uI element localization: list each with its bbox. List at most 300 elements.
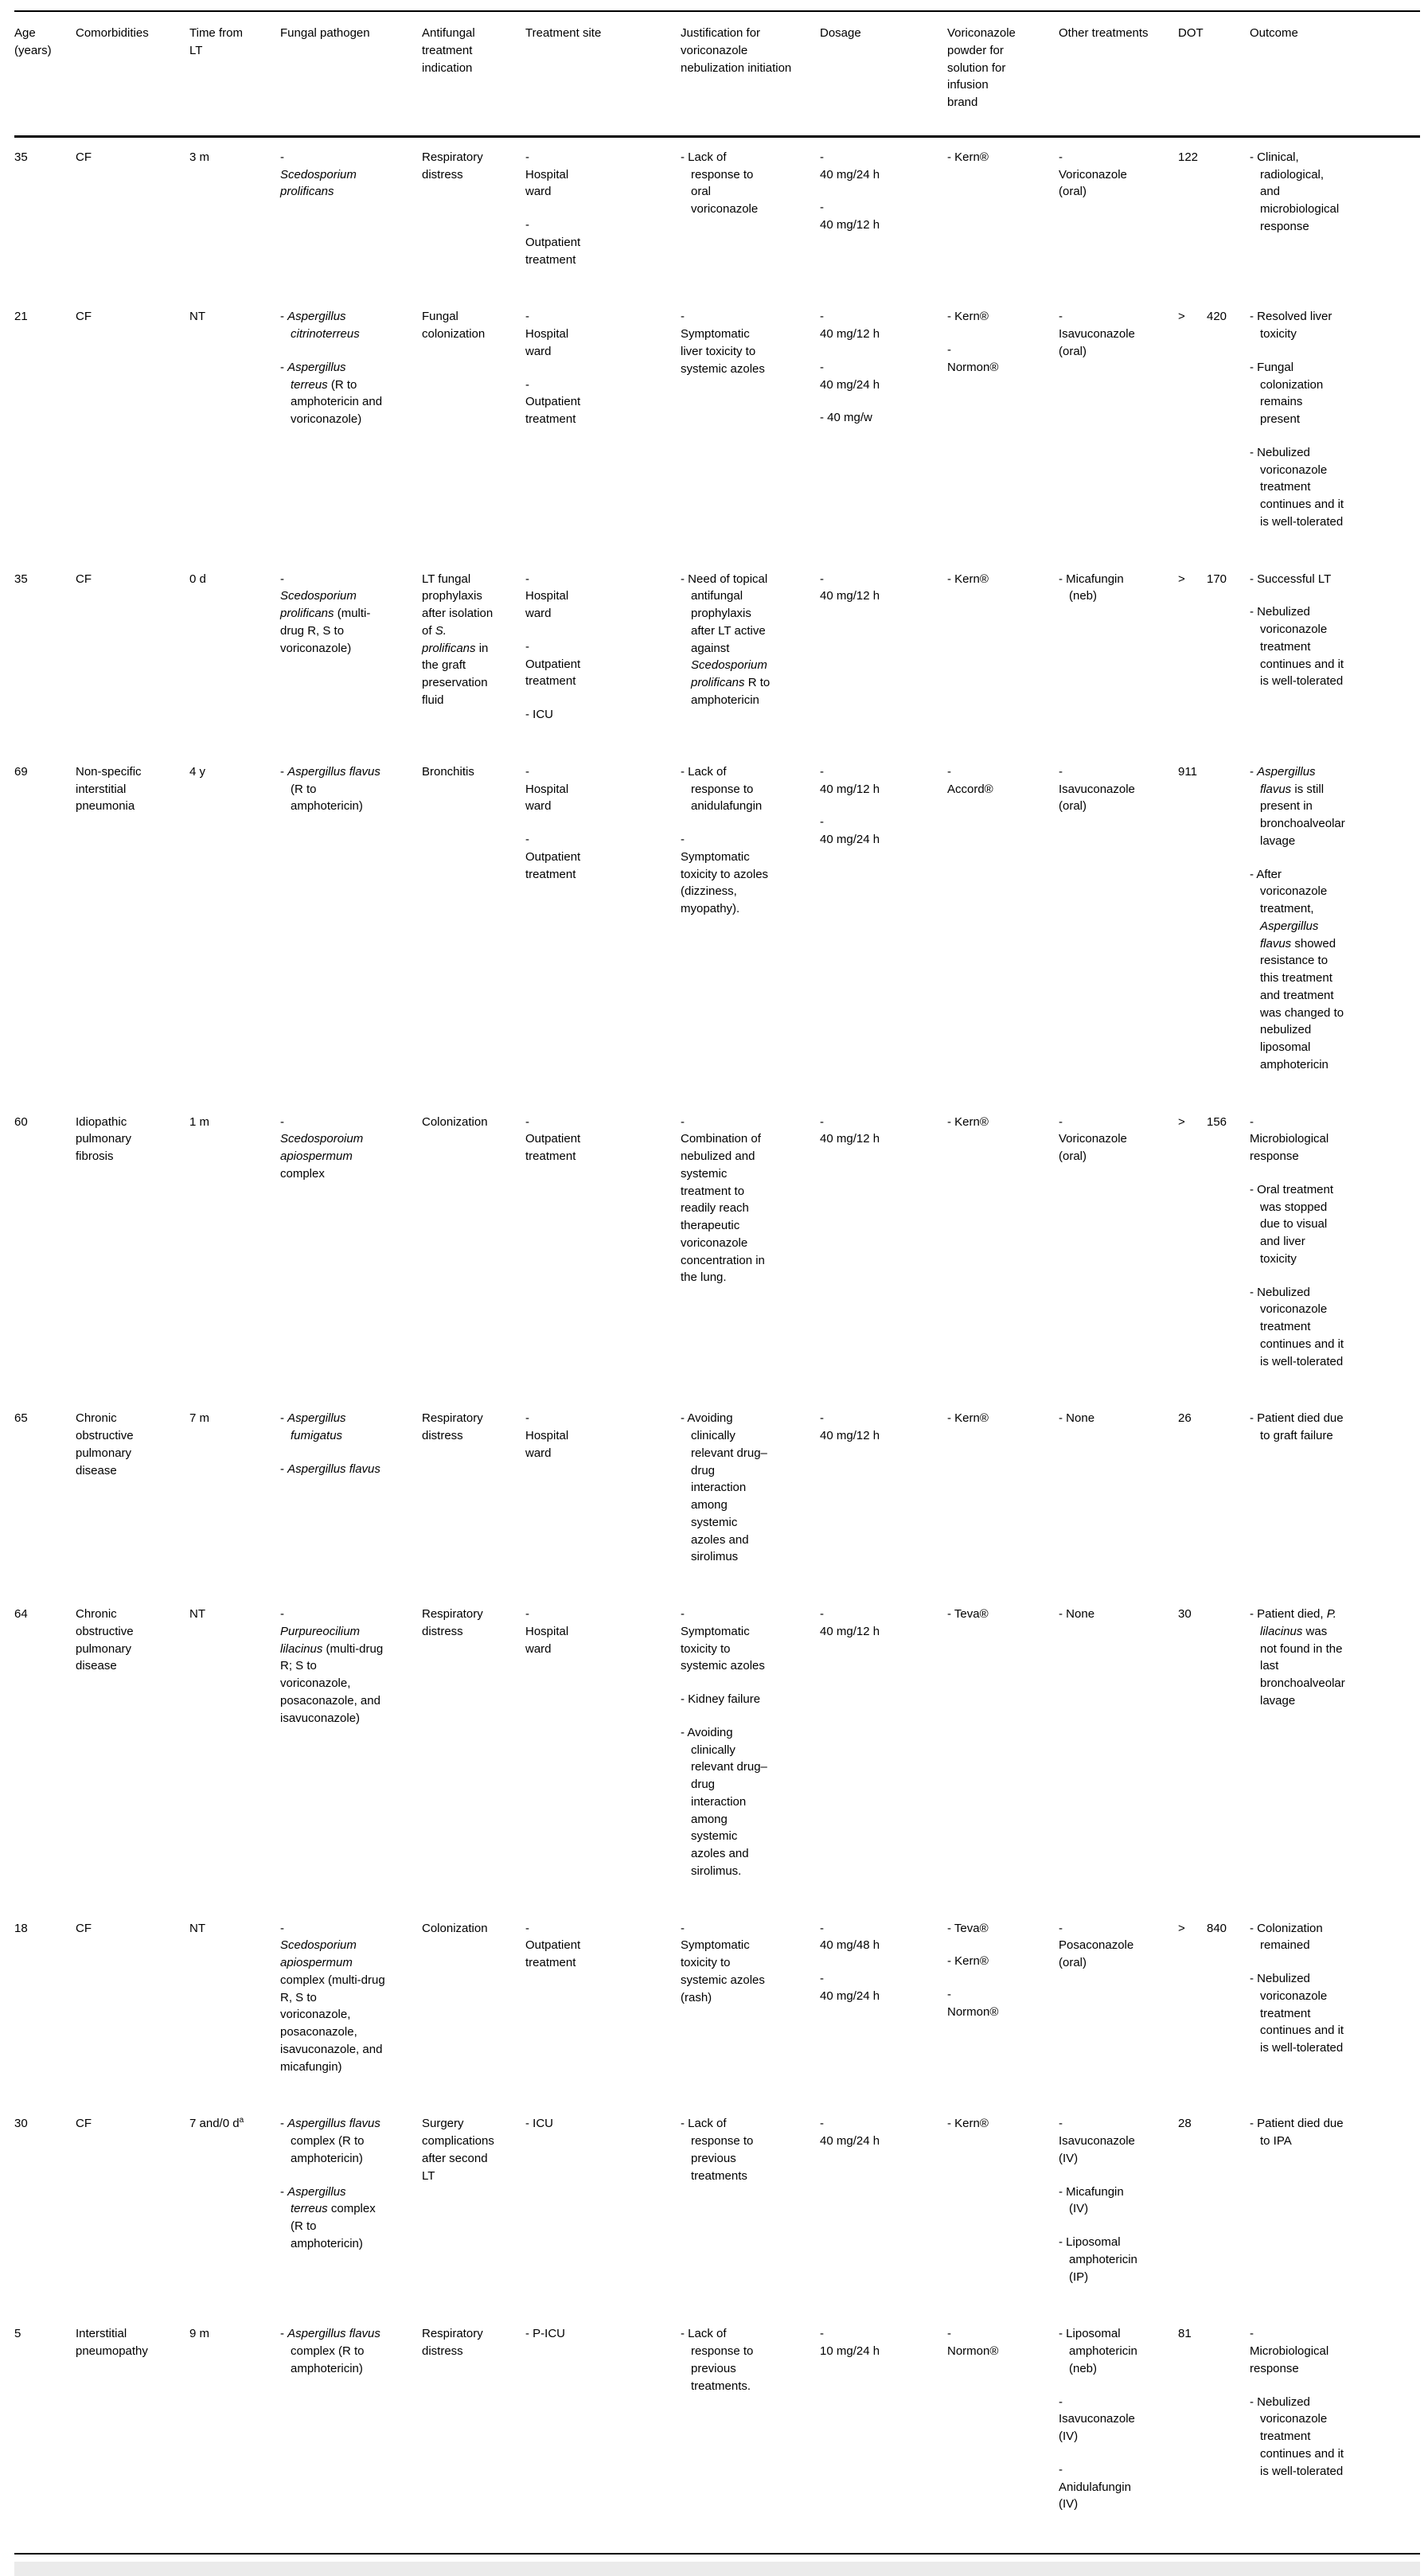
bullet-dash: - xyxy=(681,1114,685,1129)
cell-text-item: 30 xyxy=(1178,1607,1192,1621)
cell-outcome xyxy=(1250,571,1420,724)
cell-text-item: - ICU xyxy=(525,2117,554,2131)
bullet-dash: - xyxy=(1250,2327,1254,2341)
bullet-dash: - xyxy=(1059,1114,1063,1129)
bullet-text: Microbiological response xyxy=(1250,1132,1329,1163)
cell-text-item xyxy=(820,1114,892,1149)
bullet-text: Microbiological response xyxy=(1250,2344,1329,2375)
cell-fungal-pathogen xyxy=(280,308,422,530)
cell-dot xyxy=(1178,308,1250,530)
cell-outcome xyxy=(1250,1410,1420,1566)
bullet-text: 40 mg/12 h xyxy=(820,1132,880,1146)
species-name: Scedosporium prolificans xyxy=(691,658,767,689)
cell-age xyxy=(14,763,76,1074)
cell-text-item: CF xyxy=(76,1921,92,1935)
bullet-dash: - xyxy=(1059,2395,1063,2409)
cell-text-item xyxy=(947,342,1015,377)
cell-other-treatments xyxy=(1059,763,1178,1074)
cell-text-item xyxy=(820,199,892,234)
cell-outcome xyxy=(1250,2115,1420,2285)
cell-text-item: LT fungal prophylaxis after isolation of S. prolificans in the graft preservation fluid xyxy=(422,572,494,707)
cell-justification xyxy=(681,1410,820,1566)
species-name: Aspergillus flavus xyxy=(287,2117,380,2131)
cell-time-from-lt xyxy=(189,571,280,724)
cell-treatment-site xyxy=(525,149,681,269)
cell-time-from-lt xyxy=(189,2325,280,2513)
cell-indication xyxy=(422,308,525,530)
cell-text-item: - Aspergillus citrinoterreus xyxy=(280,310,360,341)
cell-text-item xyxy=(280,1920,386,2076)
cell-time-from-lt xyxy=(189,1606,280,1880)
bullet-text: Outpatient treatment xyxy=(525,1132,581,1163)
cell-comorbidities xyxy=(76,763,189,1074)
species-name: Scedosporium prolificans xyxy=(280,167,357,199)
bullet-text: Scedosporium apiospermum complex (multi-drug R, S to voriconazole, posaconazole, isavuconazole, and micafungin) xyxy=(280,1938,385,2074)
bullet-text: Accord® xyxy=(947,782,993,796)
table-bottom-rule xyxy=(14,2553,1420,2555)
bullet-dash: - xyxy=(525,150,529,164)
cell-text-item: - Avoiding clinically relevant drug–drug interaction among systemic azoles and sirolimus. xyxy=(681,1725,767,1878)
cell-text-item xyxy=(525,1606,595,1657)
cell-dot xyxy=(1178,1114,1250,1371)
cell-indication xyxy=(422,1606,525,1880)
cell-comorbidities xyxy=(76,149,189,269)
cell-justification xyxy=(681,2325,820,2513)
species-name: Aspergillus flavus xyxy=(287,1462,380,1476)
cell-outcome xyxy=(1250,763,1420,1074)
cell-text-item: 4 y xyxy=(189,764,206,779)
bullet-text: 40 mg/12 h xyxy=(820,327,880,341)
cell-text-item xyxy=(1059,308,1145,360)
bullet-dash: - xyxy=(525,572,529,586)
cell-other-treatments xyxy=(1059,1410,1178,1566)
cell-text-item: Chronic obstructive pulmonary disease xyxy=(76,1607,134,1673)
bullet-text: 40 mg/24 h xyxy=(820,377,880,392)
cell-indication xyxy=(422,1114,525,1371)
cell-text-item: - Micafungin (IV) xyxy=(1059,2184,1124,2216)
bullet-dash: - xyxy=(947,2327,951,2341)
table-row xyxy=(14,763,1420,1074)
cell-text-item: - Kern® xyxy=(947,1114,989,1129)
cell-text-item: Respiratory distress xyxy=(422,1411,483,1442)
cell-text-item: Colonization xyxy=(422,1921,488,1935)
cell-dosage xyxy=(820,2325,947,2513)
cell-text-item xyxy=(1059,763,1145,815)
cell-time-from-lt xyxy=(189,149,280,269)
bullet-text: Normon® xyxy=(947,2004,999,2019)
bullet-dash: - xyxy=(820,201,824,215)
cell-indication xyxy=(422,1410,525,1566)
cell-text-item: > 420 xyxy=(1178,308,1230,326)
greater-than-sign: > xyxy=(1178,310,1185,324)
cell-time-from-lt xyxy=(189,308,280,530)
column-header-time-from-lt: Time from LT xyxy=(189,26,243,57)
cell-treatment-site xyxy=(525,2325,681,2513)
cell-text-item xyxy=(820,149,892,184)
cell-age xyxy=(14,2115,76,2285)
cell-text-item xyxy=(820,359,892,394)
cell-text-item: - Colonization remained xyxy=(1250,1921,1323,1953)
bullet-dash: - xyxy=(280,1607,284,1621)
cell-text-item xyxy=(1059,149,1145,201)
cell-text-item: - ICU xyxy=(525,708,554,721)
species-name: S. prolificans xyxy=(422,623,476,655)
cell-text-item xyxy=(525,308,595,360)
cell-text-item xyxy=(820,1410,892,1445)
cell-text-item xyxy=(820,1920,892,1955)
cell-treatment-site xyxy=(525,2115,681,2285)
cell-dot xyxy=(1178,571,1250,724)
species-name: P. lilacinus xyxy=(1260,1607,1336,1638)
cell-text-item: NT xyxy=(189,1921,205,1935)
cell-brand xyxy=(947,2115,1059,2285)
cell-text-item: - Resolved liver toxicity xyxy=(1250,310,1332,341)
cell-text-item xyxy=(820,2115,892,2150)
cell-text-item: - Kern® xyxy=(947,2117,989,2131)
bullet-text: Hospital ward xyxy=(525,782,569,814)
bullet-text: 10 mg/24 h xyxy=(820,2344,880,2358)
bullet-text: Anidulafungin (IV) xyxy=(1059,2480,1131,2512)
cell-fungal-pathogen xyxy=(280,149,422,269)
table-body xyxy=(14,138,1420,2513)
cell-other-treatments xyxy=(1059,308,1178,530)
cell-fungal-pathogen xyxy=(280,571,422,724)
bullet-text: Symptomatic toxicity to systemic azoles xyxy=(681,1624,765,1673)
cell-text-item: - Patient died due to IPA xyxy=(1250,2117,1344,2148)
cell-text-item: Colonization xyxy=(422,1114,488,1129)
cell-brand xyxy=(947,1606,1059,1880)
cell-fungal-pathogen xyxy=(280,1410,422,1566)
cell-treatment-site xyxy=(525,308,681,530)
cell-brand xyxy=(947,308,1059,530)
bullet-text: Symptomatic toxicity to azoles (dizziness, myopathy). xyxy=(681,849,769,915)
bullet-text: Hospital ward xyxy=(525,327,569,358)
cell-text-item: Interstitial pneumopathy xyxy=(76,2327,148,2358)
table-row xyxy=(14,1410,1420,1566)
cell-dosage xyxy=(820,763,947,1074)
bullet-text: 40 mg/24 h xyxy=(820,833,880,846)
cell-text-item: Respiratory distress xyxy=(422,150,483,181)
cell-indication xyxy=(422,1920,525,2076)
cell-text-item xyxy=(947,1986,1015,2021)
cell-fungal-pathogen xyxy=(280,763,422,1074)
cell-text-item: - Lack of response to previous treatments. xyxy=(681,2327,754,2393)
cell-text-item: - None xyxy=(1059,1607,1095,1621)
bullet-text: 40 mg/12 h xyxy=(820,1429,880,1442)
cell-other-treatments xyxy=(1059,149,1178,269)
cell-text-item: - Aspergillus flavus xyxy=(280,1462,380,1476)
cell-text-item: - Lack of response to oral voriconazole xyxy=(681,150,759,216)
cell-text-item: Surgery complications after second LT xyxy=(422,2117,494,2183)
cell-dot xyxy=(1178,2325,1250,2513)
bullet-text: 40 mg/12 h xyxy=(820,782,880,796)
footer-band xyxy=(14,2562,1420,2576)
cell-text-item: > 156 xyxy=(1178,1114,1230,1131)
bullet-dash: - xyxy=(1059,2117,1063,2131)
bullet-dash: - xyxy=(820,2327,824,2341)
cell-text-item: 0 d xyxy=(189,572,206,586)
cell-text-item xyxy=(1059,1920,1145,1972)
cell-outcome xyxy=(1250,1114,1420,1371)
greater-than-sign: > xyxy=(1178,572,1185,586)
cell-indication xyxy=(422,763,525,1074)
cell-text-item xyxy=(947,763,1015,798)
table-row xyxy=(14,308,1420,530)
cell-comorbidities xyxy=(76,1920,189,2076)
bullet-dash: - xyxy=(525,377,529,392)
cell-text-item: Non-specific interstitial pneumonia xyxy=(76,764,142,814)
bullet-text: 40 mg/48 h xyxy=(820,1938,880,1953)
bullet-text: 40 mg/24 h xyxy=(820,167,880,181)
species-name: Aspergillus flavus xyxy=(1257,764,1316,796)
bullet-text: Outpatient treatment xyxy=(525,395,581,426)
cell-justification xyxy=(681,571,820,724)
cell-text-item: - Kern® xyxy=(947,572,989,586)
bullet-text: 40 mg/12 h xyxy=(820,589,880,603)
cell-text-item: - Aspergillus terreus complex (R to amphotericin) xyxy=(280,2184,376,2250)
cell-other-treatments xyxy=(1059,1606,1178,1880)
cell-text-item: - After voriconazole treatment, Aspergillus flavus showed resistance to this treatment and treatment was changed to nebulized liposomal amphotericin xyxy=(1250,867,1344,1071)
cell-text-item: 911 xyxy=(1178,764,1197,779)
cell-text-item: 35 xyxy=(14,150,28,164)
bullet-dash: - xyxy=(681,833,685,846)
table-row xyxy=(14,2115,1420,2285)
footnote-marker: a xyxy=(239,2116,244,2125)
bullet-text: Isavuconazole (oral) xyxy=(1059,327,1135,358)
cell-text-item xyxy=(681,1920,771,2007)
bullet-dash: - xyxy=(1059,2462,1063,2476)
cell-fungal-pathogen xyxy=(280,2115,422,2285)
cell-time-from-lt xyxy=(189,1114,280,1371)
cell-text-item: Fungal colonization xyxy=(422,310,486,341)
bullet-text: Outpatient treatment xyxy=(525,1938,581,1969)
bullet-dash: - xyxy=(525,1607,529,1621)
column-header-outcome: Outcome xyxy=(1250,26,1298,40)
cell-text-item xyxy=(1059,1114,1145,1165)
bullet-dash: - xyxy=(820,360,824,374)
cell-text-item: - Kern® xyxy=(947,150,989,164)
cell-treatment-site xyxy=(525,1410,681,1566)
cell-justification xyxy=(681,308,820,530)
cell-text-item xyxy=(280,149,386,201)
species-name: Aspergillus flavus xyxy=(287,2327,380,2341)
species-name: Scedosporium prolificans xyxy=(280,589,357,620)
cell-text-item: - Aspergillus flavus (R to amphotericin) xyxy=(280,764,380,814)
cell-fungal-pathogen xyxy=(280,1920,422,2076)
bullet-dash: - xyxy=(525,218,529,232)
cell-brand xyxy=(947,2325,1059,2513)
cell-text-item: Bronchitis xyxy=(422,764,474,779)
cell-text-item: - Kidney failure xyxy=(681,1692,761,1706)
cell-text-item: - Kern® xyxy=(947,1954,989,1969)
species-name: Aspergillus terreus xyxy=(287,2184,346,2216)
cell-text-item: 21 xyxy=(14,310,28,324)
cell-treatment-site xyxy=(525,1114,681,1371)
cell-comorbidities xyxy=(76,571,189,724)
cell-text-item xyxy=(1250,2325,1344,2377)
cell-justification xyxy=(681,1606,820,1880)
cell-treatment-site xyxy=(525,1606,681,1880)
cell-fungal-pathogen xyxy=(280,1114,422,1371)
table-row xyxy=(14,2325,1420,2513)
bullet-dash: - xyxy=(1059,1921,1063,1935)
bullet-dash: - xyxy=(820,1972,824,1985)
bullet-dash: - xyxy=(1059,764,1063,779)
bullet-text: Normon® xyxy=(947,360,999,374)
cell-age xyxy=(14,1606,76,1880)
cell-text-item xyxy=(820,2325,892,2360)
cell-time-from-lt xyxy=(189,763,280,1074)
cell-comorbidities xyxy=(76,2325,189,2513)
cell-text-item: - Kern® xyxy=(947,310,989,324)
cell-outcome xyxy=(1250,149,1420,269)
bullet-dash: - xyxy=(525,639,529,654)
bullet-text: Hospital ward xyxy=(525,167,569,199)
cell-dosage xyxy=(820,1920,947,2076)
cell-text-item: - Aspergillus flavus complex (R to amphotericin) xyxy=(280,2117,380,2165)
bullet-dash: - xyxy=(525,1921,529,1935)
bullet-dash: - xyxy=(947,343,951,357)
cell-text-item xyxy=(681,1606,771,1675)
cell-brand xyxy=(947,1920,1059,2076)
cell-text-item: Respiratory distress xyxy=(422,1607,483,1638)
table-row xyxy=(14,149,1420,269)
cell-justification xyxy=(681,149,820,269)
bullet-dash: - xyxy=(947,1988,951,2001)
cell-text-item: 1 m xyxy=(189,1114,210,1129)
cell-brand xyxy=(947,763,1059,1074)
species-name: Aspergillus flavus xyxy=(287,764,380,779)
cell-text-item xyxy=(681,308,771,377)
cell-text-item: - Avoiding clinically relevant drug–drug interaction among systemic azoles and sirolimus xyxy=(681,1411,767,1564)
bullet-dash: - xyxy=(820,1607,824,1621)
cell-text-item: 60 xyxy=(14,1114,28,1129)
cell-text-item: 30 xyxy=(14,2117,28,2131)
bullet-text: Combination of nebulized and systemic treatment to readily reach therapeutic voriconazole concentration in the lung. xyxy=(681,1132,765,1285)
cell-age xyxy=(14,149,76,269)
cell-justification xyxy=(681,1920,820,2076)
cell-brand xyxy=(947,1114,1059,1371)
cell-comorbidities xyxy=(76,308,189,530)
cell-text-item xyxy=(820,571,892,606)
bullet-dash: - xyxy=(820,815,824,829)
bullet-text: 40 mg/24 h xyxy=(820,1989,880,2003)
cell-text-item: Respiratory distress xyxy=(422,2327,483,2358)
cell-text-item: - Patient died due to graft failure xyxy=(1250,1411,1344,1442)
cell-text-item: - Teva® xyxy=(947,1607,989,1621)
cell-text-item: - Oral treatment was stopped due to visual and liver toxicity xyxy=(1250,1182,1334,1266)
cell-text-item: - Aspergillus fumigatus xyxy=(280,1411,346,1442)
bullet-text: Outpatient treatment xyxy=(525,235,581,267)
cell-text-item: - Lack of response to previous treatments xyxy=(681,2117,754,2183)
bullet-text: Outpatient treatment xyxy=(525,849,581,881)
cell-time-from-lt xyxy=(189,1410,280,1566)
cell-text-item xyxy=(820,1606,892,1641)
bullet-dash: - xyxy=(525,833,529,846)
table-row xyxy=(14,1606,1420,1880)
column-header-indication: Antifungal treatment indication xyxy=(422,26,475,75)
cell-text-item xyxy=(525,763,595,815)
greater-than-sign: > xyxy=(1178,1921,1185,1935)
column-header-dosage: Dosage xyxy=(820,26,861,40)
cell-treatment-site xyxy=(525,763,681,1074)
column-header-other-treatments: Other treatments xyxy=(1059,26,1149,40)
cell-text-item: 122 xyxy=(1178,150,1199,164)
cell-dosage xyxy=(820,571,947,724)
cell-text-item: - Aspergillus flavus is still present in bronchoalveolar lavage xyxy=(1250,764,1345,848)
cell-text-item xyxy=(820,1970,892,2005)
cell-text-item xyxy=(525,1920,595,1972)
bullet-dash: - xyxy=(1059,150,1063,164)
cell-age xyxy=(14,1410,76,1566)
bullet-dash: - xyxy=(681,1607,685,1621)
bullet-dash: - xyxy=(525,1411,529,1426)
cell-age xyxy=(14,1114,76,1371)
cell-text-item: - Need of topical antifungal prophylaxis after LT active against Scedosporium prolificans R to amphotericin xyxy=(681,572,771,707)
cell-outcome xyxy=(1250,2325,1420,2513)
bullet-text: Normon® xyxy=(947,2344,999,2358)
bullet-text: 40 mg/12 h xyxy=(820,218,880,232)
cell-outcome xyxy=(1250,308,1420,530)
greater-than-sign: > xyxy=(1178,1114,1185,1129)
cell-text-item xyxy=(525,377,595,428)
cell-comorbidities xyxy=(76,1114,189,1371)
cell-outcome xyxy=(1250,1606,1420,1880)
cell-dosage xyxy=(820,2115,947,2285)
cell-text-item xyxy=(525,217,595,268)
cell-text-item xyxy=(947,2325,1015,2360)
cell-dot xyxy=(1178,1410,1250,1566)
cell-dosage xyxy=(820,1410,947,1566)
cell-other-treatments xyxy=(1059,1114,1178,1371)
species-name: Aspergillus flavus xyxy=(1260,919,1319,950)
table-row xyxy=(14,1920,1420,2076)
cell-text-item: - Nebulized voriconazole treatment continues and it is well-tolerated xyxy=(1250,1285,1344,1368)
cell-text-item xyxy=(525,149,595,201)
bullet-dash: - xyxy=(681,310,685,324)
bullet-dash: - xyxy=(681,1921,685,1935)
cell-dosage xyxy=(820,308,947,530)
cell-text-item: - Liposomal amphotericin (neb) xyxy=(1059,2327,1137,2375)
cell-fungal-pathogen xyxy=(280,1606,422,1880)
cell-text-item xyxy=(820,814,892,849)
cell-dot xyxy=(1178,1920,1250,2076)
species-name: Aspergillus fumigatus xyxy=(287,1411,346,1442)
cell-text-item: 3 m xyxy=(189,150,210,164)
cell-justification xyxy=(681,763,820,1074)
cell-text-item: CF xyxy=(76,572,92,586)
bullet-text: Posaconazole (oral) xyxy=(1059,1938,1134,1969)
bullet-dash: - xyxy=(820,572,824,586)
bullet-dash: - xyxy=(820,310,824,324)
bullet-dash: - xyxy=(525,1114,529,1129)
bullet-text: Voriconazole (oral) xyxy=(1059,167,1127,199)
bullet-text: Purpureocilium lilacinus (multi-drug R; S to voriconazole, posaconazole, and isavuconazole) xyxy=(280,1624,384,1725)
species-name: Purpureocilium lilacinus xyxy=(280,1624,361,1656)
cell-text-item: - Successful LT xyxy=(1250,572,1332,586)
column-header-justification: Justification for voriconazole nebulization initiation xyxy=(681,26,792,75)
cell-text-item: - 40 mg/w xyxy=(820,411,872,425)
cell-text-item xyxy=(280,571,386,658)
cell-text-item: Idiopathic pulmonary fibrosis xyxy=(76,1114,132,1163)
table-row xyxy=(14,1114,1420,1371)
cell-text-item: - Lack of response to anidulafungin xyxy=(681,764,763,814)
bullet-dash: - xyxy=(820,1921,824,1935)
cell-text-item xyxy=(820,763,892,798)
bullet-dash: - xyxy=(280,150,284,164)
cell-dot xyxy=(1178,1606,1250,1880)
species-name: Aspergillus terreus xyxy=(287,360,346,392)
